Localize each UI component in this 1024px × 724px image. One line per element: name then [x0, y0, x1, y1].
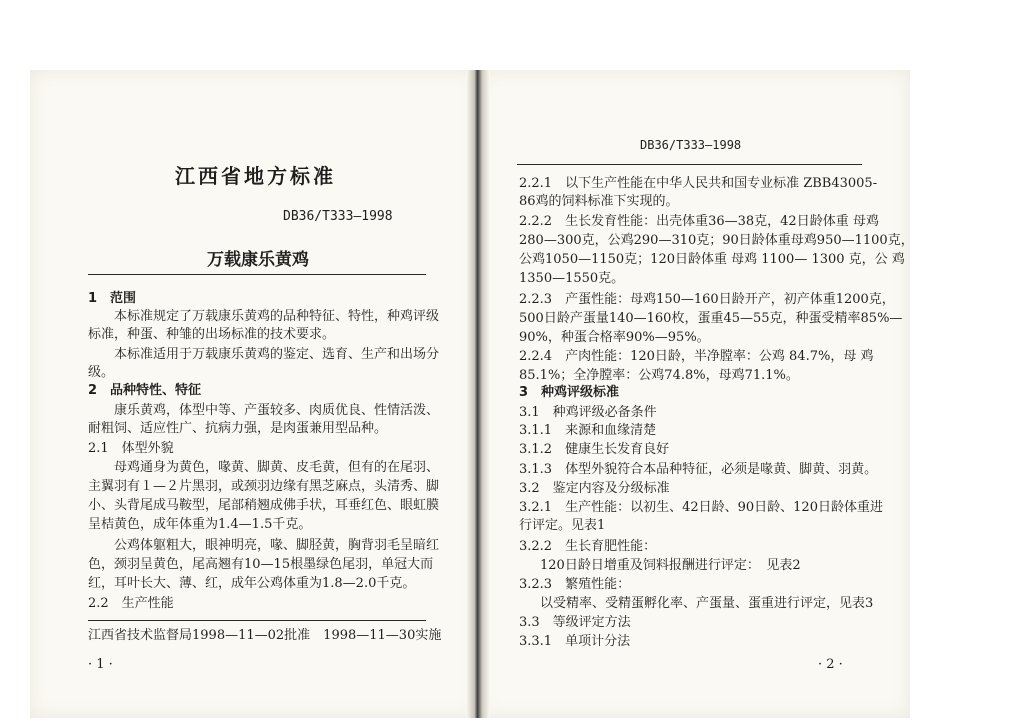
doc-title: 万载康乐黄鸡	[207, 250, 309, 270]
footer-rule	[88, 620, 426, 621]
s313: 3.1.3 体型外貌符合本品种特征，必须是喙黄、脚黄、羽黄。	[519, 462, 878, 477]
s21-para: 公鸡体躯粗大，眼神明亮，喙、脚胫黄，胸背羽毛呈暗红	[114, 538, 440, 553]
s33-heading: 3.3 等级评定方法	[519, 615, 631, 630]
page-number: · 1 ·	[88, 657, 113, 672]
section2-para: 康乐黄鸡，体型中等、产蛋较多、肉质优良、性情活泼、	[114, 403, 440, 418]
s21-heading: 2.1 体型外貌	[88, 441, 174, 456]
p222: 公鸡1050—1150克；120日龄体重 母鸡 1100— 1300 克，公 鸡	[519, 252, 905, 267]
s21-para: 红，耳叶长大、薄、红，成年公鸡体重为1.8—2.0千克。	[88, 576, 416, 591]
section1-para: 标准，种蛋、种雏的出场标准的技术要求。	[88, 327, 336, 342]
s22-heading: 2.2 生产性能	[88, 596, 174, 611]
p224: 2.2.4 产肉性能：120日龄，半净膛率：公鸡 84.7%，母 鸡	[519, 349, 874, 364]
s322: 3.2.2 生长育肥性能：	[519, 539, 657, 554]
p222: 280—300克，公鸡290—310克；90日龄体重母鸡950—1100克，	[519, 233, 914, 248]
header-rule	[517, 164, 862, 165]
s312: 3.1.2 健康生长发育良好	[519, 442, 670, 457]
footer-approval: 江西省技术监督局1998—11—02批准 1998—11—30实施	[88, 628, 442, 643]
s323: 3.2.3 繁殖性能：	[519, 577, 631, 592]
s31-heading: 3.1 种鸡评级必备条件	[519, 405, 657, 420]
title-rule	[88, 274, 426, 275]
s321: 行评定。见表1	[519, 518, 606, 533]
s321: 3.2.1 生产性能：以初生、42日龄、90日龄、120日龄体重进	[519, 500, 883, 515]
s311: 3.1.1 来源和血缘清楚	[519, 423, 657, 438]
p222: 2.2.2 生长发育性能：出壳体重36—38克，42日龄体重 母鸡	[519, 214, 879, 229]
s3-heading: 3 种鸡评级标准	[519, 385, 620, 400]
p223: 500日龄产蛋量140—160枚，蛋重45—55克，种蛋受精率85%—	[519, 311, 903, 326]
s21-para: 色，颈羽呈黄色，尾高翘有10—15根墨绿色尾羽，单冠大而	[88, 557, 434, 572]
header-title: 江西省地方标准	[175, 164, 336, 188]
section1-para: 本标准规定了万载康乐黄鸡的品种特征、特性，种鸡评级	[114, 309, 440, 324]
s331: 3.3.1 单项计分法	[519, 634, 631, 649]
p223: 2.2.3 产蛋性能：母鸡150—160日龄开产，初产体重1200克，	[519, 292, 895, 307]
p222: 1350—1550克。	[519, 271, 625, 286]
header-code: DB36/T333—1998	[640, 138, 742, 152]
s21-para: 主翼羽有１—２片黑羽，或颈羽边缘有黑芝麻点，头清秀、脚	[88, 479, 440, 494]
p221: 86鸡的饲料标准下实现的。	[519, 194, 679, 209]
section2-para: 耐粗饲、适应性广、抗病力强，是肉蛋兼用型品种。	[88, 421, 388, 436]
p223: 90%，种蛋合格率90%—95%。	[519, 330, 710, 345]
section1-heading: 1 范围	[88, 291, 137, 306]
section2-heading: 2 品种特性、特征	[88, 383, 202, 398]
section1-para: 本标准适用于万载康乐黄鸡的鉴定、选育、生产和出场分	[114, 347, 440, 362]
standard-code: DB36/T333—1998	[283, 209, 393, 224]
s32-heading: 3.2 鉴定内容及分级标准	[519, 481, 670, 496]
s21-para: 母鸡通身为黄色，喙黄、脚黄、皮毛黄，但有的在尾羽、	[114, 460, 440, 475]
page-number: · 2 ·	[818, 657, 843, 672]
s323: 以受精率、受精蛋孵化率、产蛋量、蛋重进行评定，见表3	[540, 596, 874, 611]
p224: 85.1%；全净膛率：公鸡74.8%，母鸡71.1%。	[519, 368, 799, 383]
s21-para: 小、头背尾成马鞍型，尾部稍翘成佛手状，耳垂红色、眼虹膜	[88, 498, 440, 513]
s21-para: 呈桔黄色，成年体重为1.4—1.5千克。	[88, 517, 312, 532]
section1-para: 级。	[88, 365, 115, 380]
p221: 2.2.1 以下生产性能在中华人民共和国专业标准 ZBB43005-	[519, 176, 878, 191]
s322: 120日龄日增重及饲料报酬进行评定： 见表2	[540, 558, 801, 573]
book-gutter	[466, 70, 490, 718]
